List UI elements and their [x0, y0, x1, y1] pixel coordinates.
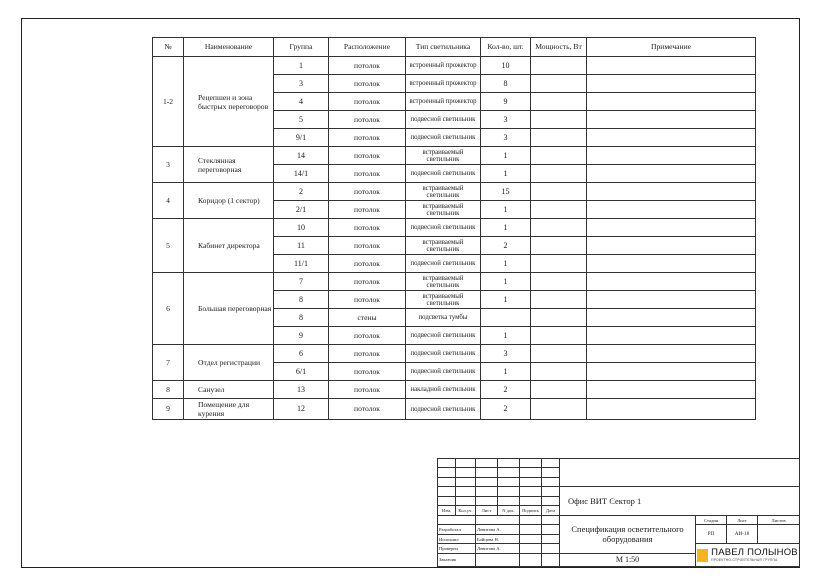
room-num: 6	[153, 273, 184, 345]
group-cell: 13	[274, 381, 329, 399]
note-cell	[587, 399, 756, 420]
type-cell: встраиваемый светильник	[406, 201, 481, 219]
table-row	[153, 273, 756, 291]
type-cell: подсветка тумбы	[406, 309, 481, 327]
group-cell: 8	[274, 309, 329, 327]
location-cell: потолок	[329, 273, 406, 291]
power-cell	[531, 345, 587, 363]
note-cell	[587, 381, 756, 399]
col-kolch: Кол.уч.	[456, 506, 476, 515]
qty-cell: 8	[481, 75, 531, 93]
person-3: Левитова А.	[476, 544, 520, 553]
table-row	[153, 147, 756, 165]
title-block	[437, 458, 800, 567]
qty-cell: 1	[481, 291, 531, 309]
sheet-value: АИ-18	[727, 525, 758, 544]
logo-subtitle: ПРОЕКТНО-СТРОИТЕЛЬНАЯ ГРУППА	[711, 558, 778, 563]
location-cell: потолок	[329, 147, 406, 165]
col-list: Лист	[476, 506, 498, 515]
group-cell: 14/1	[274, 165, 329, 183]
group-cell: 7	[274, 273, 329, 291]
qty-cell	[481, 309, 531, 327]
group-cell: 11/1	[274, 255, 329, 273]
type-cell: накладной светильник	[406, 381, 481, 399]
location-cell: потолок	[329, 255, 406, 273]
type-cell: подвесной светильник	[406, 399, 481, 420]
power-cell	[531, 381, 587, 399]
sheets-value	[758, 525, 800, 544]
group-cell: 9/1	[274, 129, 329, 147]
room-name: Коридор (1 сектор)	[184, 183, 274, 219]
qty-cell: 1	[481, 363, 531, 381]
col-podp: Подпись	[520, 506, 542, 515]
logo-mark-icon	[697, 549, 708, 562]
power-cell	[531, 219, 587, 237]
location-cell: потолок	[329, 345, 406, 363]
location-cell: потолок	[329, 183, 406, 201]
note-cell	[587, 129, 756, 147]
qty-cell: 10	[481, 57, 531, 75]
location-cell: потолок	[329, 129, 406, 147]
power-cell	[531, 129, 587, 147]
group-cell: 2	[274, 183, 329, 201]
role-3: Проверил	[438, 544, 476, 553]
location-cell: потолок	[329, 291, 406, 309]
room-num: 9	[153, 399, 184, 420]
power-cell	[531, 273, 587, 291]
table-row	[153, 345, 756, 363]
note-cell	[587, 93, 756, 111]
power-cell	[531, 327, 587, 345]
note-cell	[587, 255, 756, 273]
note-cell	[587, 363, 756, 381]
table-header-row	[153, 38, 756, 57]
location-cell: потолок	[329, 165, 406, 183]
location-cell: потолок	[329, 111, 406, 129]
scale: М 1:50	[560, 553, 696, 566]
location-cell: потолок	[329, 381, 406, 399]
header-name: Наименование	[184, 38, 274, 57]
note-cell	[587, 57, 756, 75]
type-cell: встраиваемый светильник	[406, 183, 481, 201]
qty-cell: 1	[481, 201, 531, 219]
person-4	[476, 553, 520, 566]
type-cell: встраиваемый светильник	[406, 273, 481, 291]
type-cell: встраиваемый светильник	[406, 291, 481, 309]
role-4: Заказчик	[438, 553, 476, 566]
power-cell	[531, 363, 587, 381]
note-cell	[587, 75, 756, 93]
power-cell	[531, 399, 587, 420]
room-num: 3	[153, 147, 184, 183]
qty-cell: 1	[481, 147, 531, 165]
group-cell: 4	[274, 93, 329, 111]
group-cell: 5	[274, 111, 329, 129]
stage-label: Стадия	[696, 515, 727, 524]
qty-cell: 1	[481, 165, 531, 183]
header-power: Мощность, Вт	[531, 38, 587, 57]
location-cell: потолок	[329, 93, 406, 111]
qty-cell: 2	[481, 381, 531, 399]
location-cell: потолок	[329, 201, 406, 219]
group-cell: 11	[274, 237, 329, 255]
room-name: Санузел	[184, 381, 274, 399]
logo-name: ПАВЕЛ ПОЛЫНОВ	[711, 547, 798, 559]
qty-cell: 1	[481, 219, 531, 237]
qty-cell: 3	[481, 345, 531, 363]
table-row	[153, 183, 756, 201]
qty-cell: 1	[481, 273, 531, 291]
power-cell	[531, 165, 587, 183]
group-cell: 1	[274, 57, 329, 75]
location-cell: потолок	[329, 237, 406, 255]
type-cell: подвесной светильник	[406, 165, 481, 183]
project-name: Офис ВИТ Сектор 1	[560, 487, 800, 515]
company-logo	[696, 544, 800, 567]
stage-value: РП	[696, 525, 727, 544]
group-cell: 12	[274, 399, 329, 420]
col-data: Дата	[542, 506, 560, 515]
specification-table	[152, 37, 756, 420]
room-num: 8	[153, 381, 184, 399]
type-cell: подвесной светильник	[406, 363, 481, 381]
note-cell	[587, 147, 756, 165]
power-cell	[531, 291, 587, 309]
room-num: 4	[153, 183, 184, 219]
group-cell: 10	[274, 219, 329, 237]
header-num: №	[153, 38, 184, 57]
room-num: 5	[153, 219, 184, 273]
location-cell: потолок	[329, 219, 406, 237]
power-cell	[531, 201, 587, 219]
room-name: Отдел регистрации	[184, 345, 274, 381]
type-cell: подвесной светильник	[406, 327, 481, 345]
note-cell	[587, 183, 756, 201]
note-cell	[587, 327, 756, 345]
group-cell: 14	[274, 147, 329, 165]
type-cell: подвесной светильник	[406, 129, 481, 147]
group-cell: 9	[274, 327, 329, 345]
type-cell: встроенный прожектор	[406, 93, 481, 111]
note-cell	[587, 237, 756, 255]
room-num: 7	[153, 345, 184, 381]
table-row	[153, 57, 756, 75]
qty-cell: 2	[481, 399, 531, 420]
type-cell: подвесной светильник	[406, 219, 481, 237]
note-cell	[587, 219, 756, 237]
type-cell: встраиваемый светильник	[406, 237, 481, 255]
qty-cell: 1	[481, 327, 531, 345]
note-cell	[587, 273, 756, 291]
note-cell	[587, 165, 756, 183]
power-cell	[531, 255, 587, 273]
type-cell: встроенный прожектор	[406, 75, 481, 93]
person-1: Левитова А.	[476, 525, 520, 534]
power-cell	[531, 57, 587, 75]
power-cell	[531, 75, 587, 93]
table-row	[153, 381, 756, 399]
col-ndok: N док.	[498, 506, 520, 515]
room-num: 1-2	[153, 57, 184, 147]
qty-cell: 1	[481, 255, 531, 273]
power-cell	[531, 309, 587, 327]
header-type: Тип светильника	[406, 38, 481, 57]
role-1: Разработал	[438, 525, 476, 534]
location-cell: стены	[329, 309, 406, 327]
power-cell	[531, 93, 587, 111]
type-cell: подвесной светильник	[406, 111, 481, 129]
group-cell: 6	[274, 345, 329, 363]
type-cell: встроенный прожектор	[406, 57, 481, 75]
power-cell	[531, 147, 587, 165]
type-cell: подвесной светильник	[406, 255, 481, 273]
power-cell	[531, 237, 587, 255]
person-2: Бойцова Н.	[476, 534, 520, 543]
room-name: Помещение для курения	[184, 399, 274, 420]
group-cell: 6/1	[274, 363, 329, 381]
table-row	[153, 399, 756, 420]
location-cell: потолок	[329, 75, 406, 93]
power-cell	[531, 111, 587, 129]
note-cell	[587, 345, 756, 363]
group-cell: 3	[274, 75, 329, 93]
location-cell: потолок	[329, 399, 406, 420]
role-2: Исполнил	[438, 534, 476, 543]
room-name: Стеклянная переговорная	[184, 147, 274, 183]
note-cell	[587, 291, 756, 309]
room-name: Рецепшен и зона быстрых переговоров	[184, 57, 274, 147]
header-group: Группа	[274, 38, 329, 57]
qty-cell: 3	[481, 129, 531, 147]
col-izm: Изм.	[438, 506, 456, 515]
qty-cell: 9	[481, 93, 531, 111]
room-name: Кабинет директора	[184, 219, 274, 273]
header-location: Расположение	[329, 38, 406, 57]
group-cell: 8	[274, 291, 329, 309]
sheet-label: Лист	[727, 515, 758, 524]
type-cell: встраиваемый светильник	[406, 147, 481, 165]
note-cell	[587, 111, 756, 129]
note-cell	[587, 201, 756, 219]
qty-cell: 2	[481, 237, 531, 255]
group-cell: 2/1	[274, 201, 329, 219]
qty-cell: 3	[481, 111, 531, 129]
type-cell: подвесной светильник	[406, 345, 481, 363]
table-row	[153, 219, 756, 237]
location-cell: потолок	[329, 363, 406, 381]
header-note: Примечание	[587, 38, 756, 57]
room-name: Большая переговорная	[184, 273, 274, 345]
location-cell: потолок	[329, 57, 406, 75]
power-cell	[531, 183, 587, 201]
header-qty: Кол-во, шт.	[481, 38, 531, 57]
sheets-label: Листов	[758, 515, 800, 524]
document-title: Спецификация осветительного оборудования	[560, 515, 696, 553]
location-cell: потолок	[329, 327, 406, 345]
qty-cell: 15	[481, 183, 531, 201]
note-cell	[587, 309, 756, 327]
